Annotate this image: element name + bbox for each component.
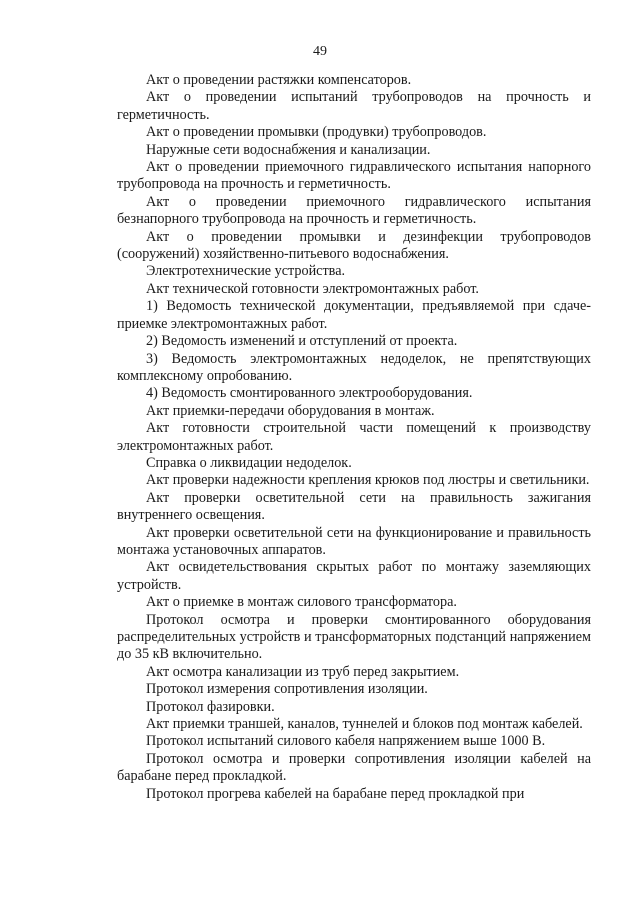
- paragraph: Акт о приемке в монтаж силового трансформатора.: [146, 594, 457, 611]
- paragraph: 3) Ведомость электромонтажных недоделок, не препятствующих комплексному опробованию.: [117, 350, 591, 384]
- paragraph: Акт проверки осветительной сети на правильность зажигания внутреннего освещения.: [117, 489, 591, 524]
- paragraph: Акт освидетельствования скрытых работ по монтажу заземляющих устройств.: [117, 559, 591, 593]
- paragraph: Акт о проведении приемочного гидравлического испытания безнапорного трубопровода на прочность и герметичность.: [117, 193, 591, 228]
- paragraph: Акт приемки-передачи оборудования в монтаж.: [146, 402, 435, 419]
- paragraph: Наружные сети водоснабжения и канализации.: [146, 141, 431, 158]
- paragraph: Акт о проведении промывки и дезинфекции трубопроводов (сооружений) хозяйственно-питьевого водоснабжения.: [117, 228, 591, 263]
- page-number: 49: [313, 44, 327, 59]
- paragraph: Акт проверки осветительной сети на функционирование и правильность монтажа установочных аппаратов.: [117, 524, 591, 558]
- paragraph: 1) Ведомость технической документации, предъявляемой при сдаче-приемке электромонтажных работ.: [117, 298, 591, 332]
- paragraph: Электротехнические устройства.: [146, 263, 346, 280]
- paragraph: 2) Ведомость изменений и отступлений от проекта.: [146, 333, 458, 350]
- paragraph: Протокол испытаний силового кабеля напряжением выше 1000 В.: [146, 733, 546, 750]
- document-body: [117, 72, 591, 803]
- paragraph: Акт о проведении испытаний трубопроводов на прочность и герметичность.: [117, 89, 591, 123]
- paragraph: 4) Ведомость смонтированного электрооборудования.: [146, 385, 473, 402]
- paragraph: Акт технической готовности электромонтажных работ.: [146, 280, 479, 297]
- paragraph: Акт осмотра канализации из труб перед закрытием.: [146, 663, 460, 680]
- paragraph: Справка о ликвидации недоделок.: [146, 454, 352, 471]
- paragraph: Акт о проведении растяжки компенсаторов.: [146, 72, 412, 88]
- paragraph: Протокол осмотра и проверки смонтированного оборудования распределительных устройств и трансформаторных подстанций напряжением до 35 кВ включительно.: [117, 611, 591, 663]
- paragraph: Акт проверки надежности крепления крюков под люстры и светильники.: [146, 472, 590, 489]
- paragraph: Акт о проведении промывки (продувки) трубопроводов.: [146, 124, 487, 141]
- paragraph: Акт приемки траншей, каналов, туннелей и блоков под монтаж кабелей.: [146, 716, 583, 733]
- paragraph: Протокол осмотра и проверки сопротивления изоляции кабелей на барабане перед прокладкой.: [117, 750, 591, 785]
- paragraph: Протокол прогрева кабелей на барабане перед прокладкой при: [146, 785, 525, 802]
- paragraph: Протокол фазировки.: [146, 698, 275, 715]
- paragraph: Протокол измерения сопротивления изоляции.: [146, 681, 428, 698]
- paragraph: Акт готовности строительной части помещений к производству электромонтажных работ.: [117, 420, 591, 454]
- paragraph: Акт о проведении приемочного гидравлического испытания напорного трубопровода на прочность и герметичность.: [117, 159, 591, 193]
